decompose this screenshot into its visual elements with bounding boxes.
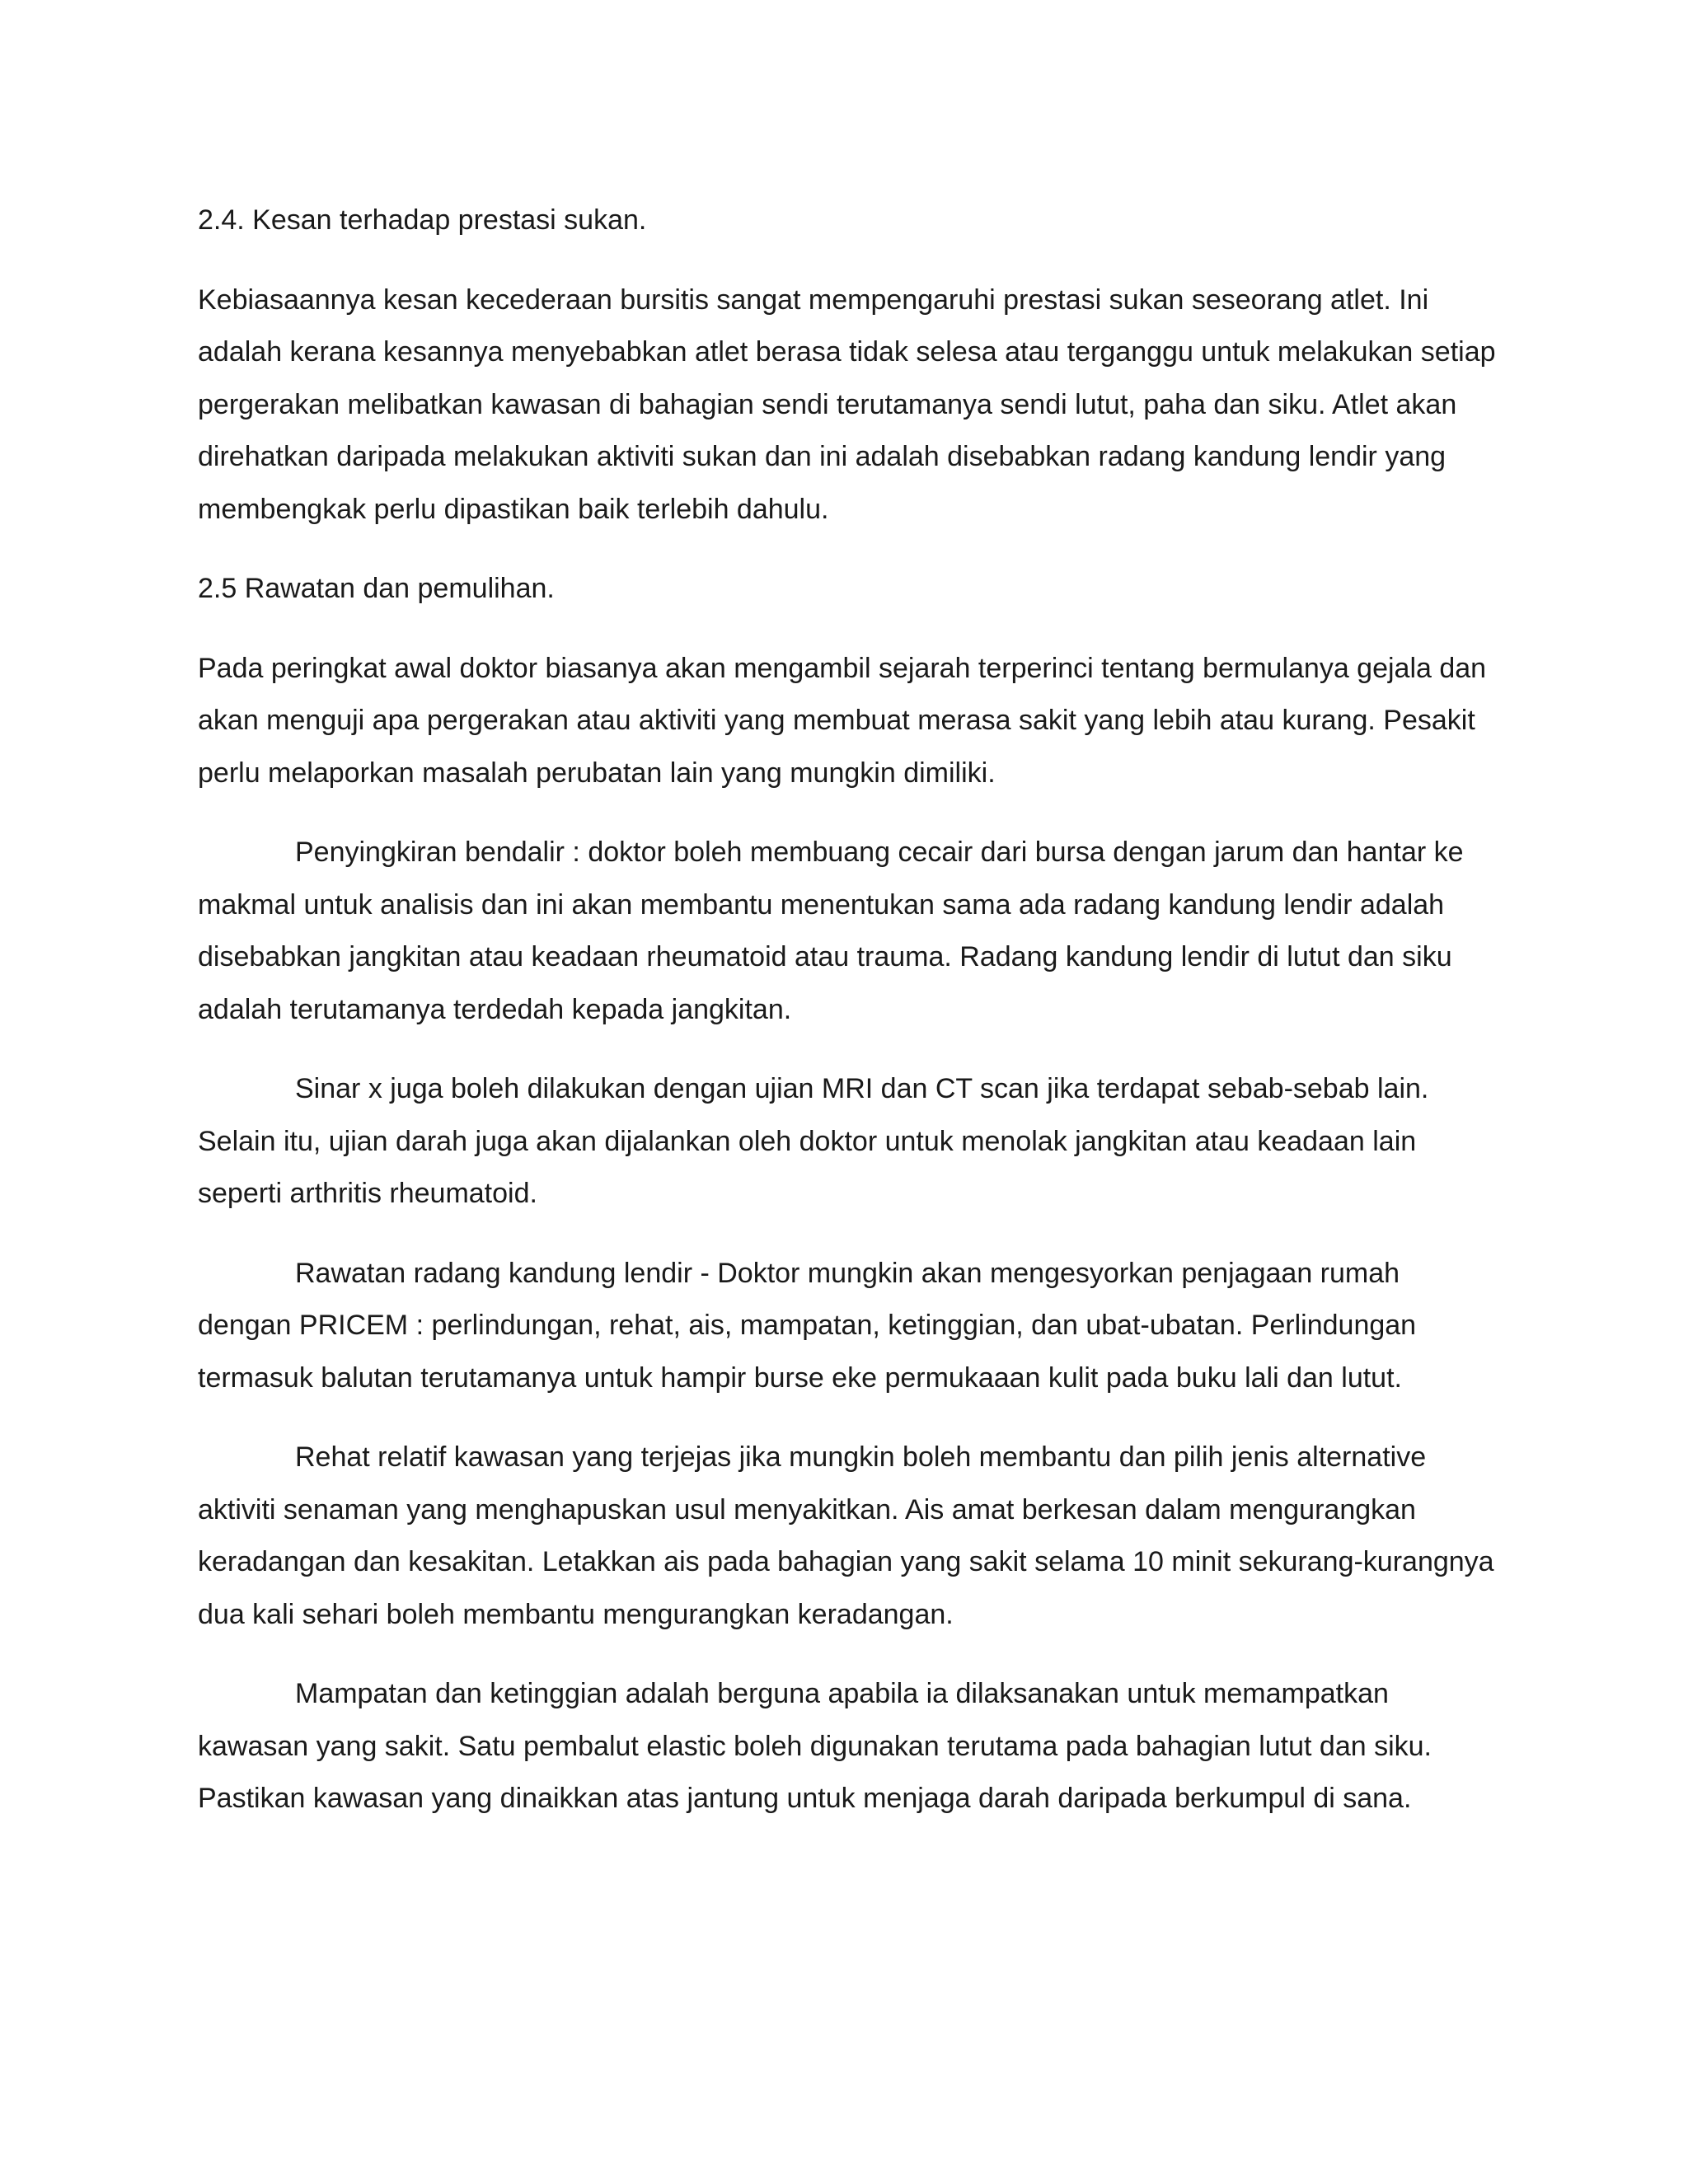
paragraph-rehat-relatif: Rehat relatif kawasan yang terjejas jika mungkin boleh membantu dan pilih jenis alternative aktiviti senaman yang menghapuskan usul menyakitkan. Ais amat berkesan dalam mengurangkan keradangan dan kesakitan. Letakkan ais pada bahagian yang sakit selama 10 minit sekurang-kurangnya dua kali sehari boleh membantu mengurangkan keradangan. (198, 1441, 1494, 1630)
paragraph-kesan-prestasi: Kebiasaannya kesan kecederaan bursitis sangat mempengaruhi prestasi sukan seseorang atlet. Ini adalah kerana kesannya menyebabkan atlet berasa tidak selesa atau terganggu untuk melakukan setiap pergerakan melibatkan kawasan di bahagian sendi terutamanya sendi lutut, paha dan siku. Atlet akan direhatkan daripada melakukan aktiviti sukan dan ini adalah disebabkan radang kandung lendir yang membengkak perlu dipastikan baik terlebih dahulu. (198, 284, 1496, 525)
paragraph-rawatan-radang: Rawatan radang kandung lendir - Doktor mungkin akan mengesyorkan penjagaan rumah dengan PRICEM : perlindungan, rehat, ais, mampatan, ketinggian, dan ubat-ubatan. Perlindungan termasuk balutan terutamanya untuk hampir burse eke permukaaan kulit pada buku lali dan lutut. (198, 1257, 1417, 1394)
section-heading-2-5: 2.5 Rawatan dan pemulihan. (198, 573, 555, 604)
paragraph-sinar-x: Sinar x juga boleh dilakukan dengan ujian MRI dan CT scan jika terdapat sebab-sebab lain. Selain itu, ujian darah juga akan dijalankan oleh doktor untuk menolak jangkitan atau keadaan lain seperti arthritis rheumatoid. (198, 1073, 1429, 1209)
paragraph-mampatan: Mampatan dan ketinggian adalah berguna apabila ia dilaksanakan untuk memampatkan kawasan yang sakit. Satu pembalut elastic boleh digunakan terutama pada bahagian lutut dan siku. Pastikan kawasan yang dinaikkan atas jantung untuk menjaga darah daripada berkumpul di sana. (198, 1678, 1432, 1814)
section-heading-2-4: 2.4. Kesan terhadap prestasi sukan. (198, 204, 647, 236)
paragraph-penyingkiran-bendalir: Penyingkiran bendalir : doktor boleh membuang cecair dari bursa dengan jarum dan hantar ke makmal untuk analisis dan ini akan membantu menentukan sama ada radang kandung lendir adalah disebabkan jangkitan atau keadaan rheumatoid atau trauma. Radang kandung lendir di lutut dan siku adalah terutamanya terdedah kepada jangkitan. (198, 837, 1464, 1025)
paragraph-rawatan-intro: Pada peringkat awal doktor biasanya akan mengambil sejarah terperinci tentang bermulanya gejala dan akan menguji apa pergerakan atau aktiviti yang membuat merasa sakit yang lebih atau kurang. Pesakit perlu melaporkan masalah perubatan lain yang mungkin dimiliki. (198, 652, 1487, 789)
document-body (198, 194, 1500, 1853)
